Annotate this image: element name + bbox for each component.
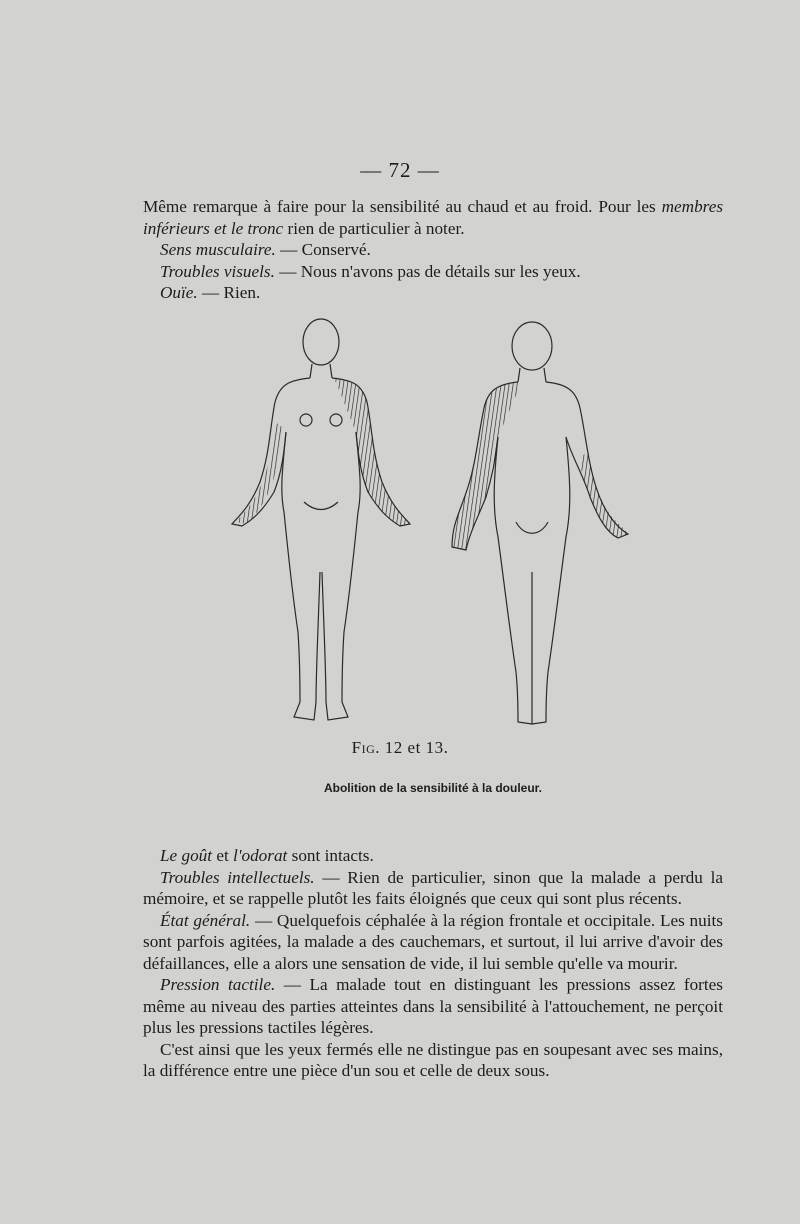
paragraph-general-state (143, 910, 723, 975)
italic-heading: Ouïe. (160, 283, 198, 302)
page-number: — 72 — (360, 158, 440, 182)
figure-numbers: 12 et 13. (380, 738, 449, 757)
figure-label: Fig. (351, 738, 381, 757)
paragraph-tactile-pressure (143, 974, 723, 1039)
paragraph-text: — Rien. (197, 283, 261, 302)
paragraph-text: — Rien de particulier, sinon que la malade a perdu la mémoire, et se rappelle plutôt les faits éloignés que ceux qui sont plus récents. (143, 867, 724, 908)
front-body-figure (232, 319, 410, 720)
paragraph-temperature (143, 196, 723, 239)
paragraph-text: et (212, 846, 234, 865)
italic-term: Le goût (160, 846, 213, 865)
paragraph-text: — La malade tout en distinguant les pressions assez fortes même au niveau des parties atteintes dans la sensibilité à l'attouchement, ne perçoit plus les pressions tactiles légères. (143, 975, 723, 1037)
bottom-text-block (143, 845, 723, 1082)
paragraph-visual (143, 261, 723, 283)
paragraph-text: sont intacts. (287, 846, 374, 865)
front-right-arm-hatched-region (332, 378, 410, 526)
top-text-block (143, 196, 723, 304)
italic-heading: État général. (160, 910, 251, 930)
paragraph-text: les (636, 197, 662, 216)
italic-heading: Troubles visuels. (160, 261, 275, 281)
back-left-arm-hatched-region (452, 382, 520, 550)
paragraph-text: Même remarque à faire pour la sensibilité au chaud et au froid. Pour (143, 197, 631, 216)
paragraph-text: — Quelquefois céphalée à la région frontale et occipitale. Les nuits sont parfois agitées, la malade a des cauchemars, et surtout, il lui arrive d'avoir des défaillances, elle a alors une sensation de vide, il lui semble qu'elle va mourir. (143, 910, 723, 973)
paragraph-hearing (143, 282, 723, 304)
paragraph-text: — Conservé. (275, 240, 371, 259)
figure-caption: Abolition de la sensibilité à la douleur. (323, 781, 543, 795)
paragraph-intellectual (143, 867, 723, 910)
front-left-forearm-hatched-region (236, 422, 282, 524)
paragraph-muscle-sense (143, 239, 723, 261)
figure-title (0, 738, 800, 758)
paragraph-coins: C'est ainsi que les yeux fermés elle ne distingue pas en soupesant avec ses mains, la différence entre une pièce d'un sou et celle de deux sous. (143, 1039, 723, 1080)
paragraph-text: — Nous n'avons pas de détails sur les yeux. (274, 261, 581, 281)
italic-term: membres inférieurs et le tronc (143, 197, 724, 238)
italic-heading: Troubles intellectuels. (160, 867, 315, 887)
anatomical-figure (220, 312, 660, 742)
italic-heading: Pression tactile. (160, 975, 276, 994)
back-body-figure (452, 322, 628, 724)
paragraph-taste-smell (143, 845, 723, 867)
italic-term: l'odorat (233, 846, 288, 865)
italic-heading: Sens musculaire. (160, 240, 276, 259)
paragraph-text: rien de particulier à noter. (283, 218, 465, 238)
